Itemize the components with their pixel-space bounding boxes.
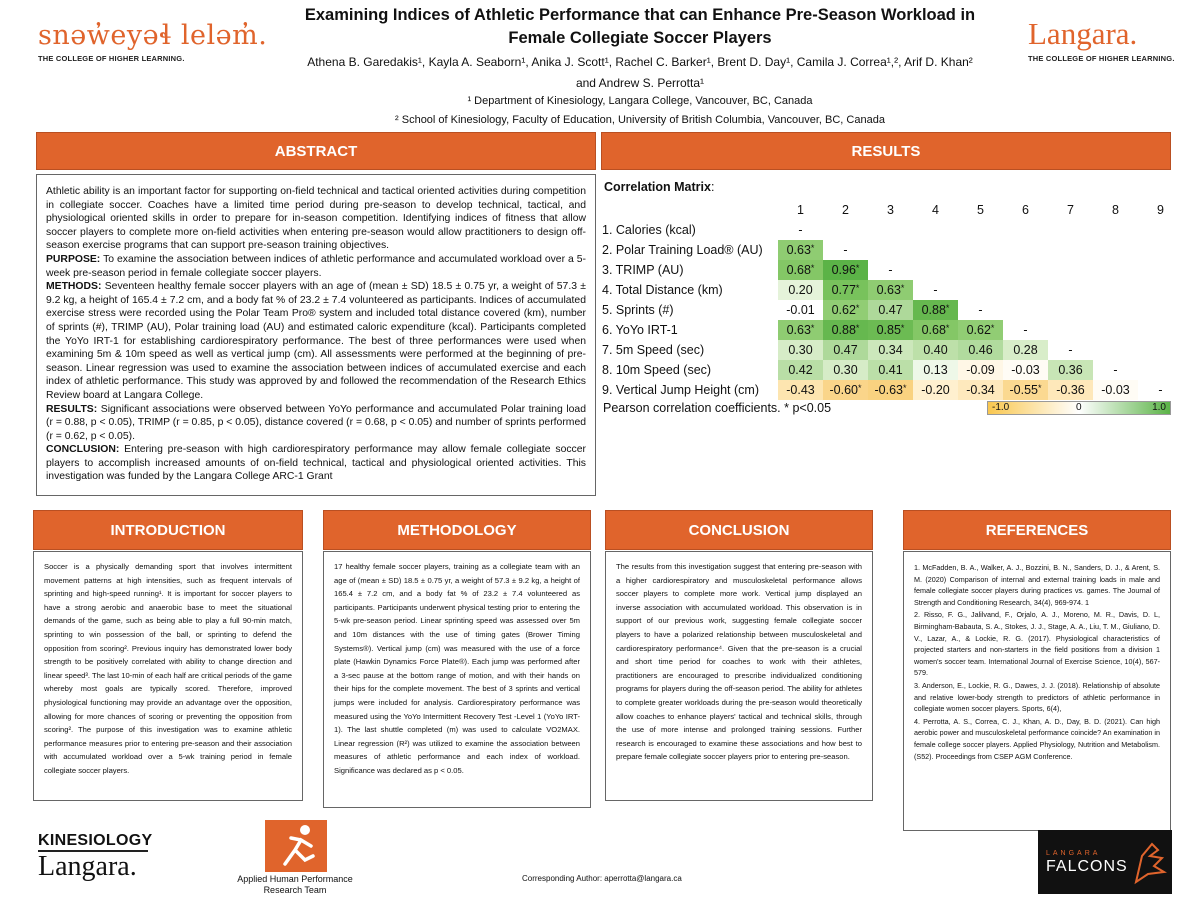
ahpr-line-1: Applied Human Performance — [237, 874, 353, 884]
significance-marker: * — [902, 383, 907, 393]
row-label: 2. Polar Training Load® (AU) — [602, 243, 763, 257]
cell-value: 0.85 — [876, 323, 901, 337]
matrix-empty-cell — [1003, 280, 1048, 300]
matrix-cell — [868, 280, 913, 300]
title-line-1: Examining Indices of Athletic Performance that can Enhance Pre-Season Workload in — [304, 6, 976, 24]
matrix-empty-cell — [1138, 360, 1183, 380]
cell-value: 0.34 — [878, 343, 903, 357]
matrix-cell — [1003, 360, 1048, 380]
matrix-cell — [823, 340, 868, 360]
significance-marker: * — [855, 303, 860, 313]
matrix-cell — [823, 380, 868, 400]
falcons-text: FALCONS — [1046, 858, 1128, 875]
matrix-cell — [868, 260, 913, 280]
left-college-tagline: THE COLLEGE OF HIGHER LEARNING. — [38, 54, 185, 63]
matrix-cell — [1048, 380, 1093, 400]
matrix-empty-cell — [1093, 300, 1138, 320]
results-text: Significant associations were observed between YoYo performance and accumulated Polar training load (r = 0.88, p < 0.05), TRIMP (r = 0.85, p < 0.05), distance covered (r = 0.68, p < 0.05) and number of sprints performed (r = 0.62, p < 0.05). — [46, 403, 586, 442]
matrix-empty-cell — [868, 220, 913, 240]
significance-marker: * — [900, 323, 905, 333]
matrix-empty-cell — [1093, 320, 1138, 340]
matrix-empty-cell — [1138, 320, 1183, 340]
matrix-cell — [778, 260, 823, 280]
matrix-empty-cell — [1048, 300, 1093, 320]
cell-value: 0.88 — [921, 303, 946, 317]
cell-value: -0.20 — [921, 383, 950, 397]
color-legend-bar — [987, 401, 1171, 415]
matrix-empty-cell — [1048, 260, 1093, 280]
abstract-body — [36, 174, 596, 496]
matrix-cell — [1003, 340, 1048, 360]
matrix-empty-cell — [1093, 240, 1138, 260]
cell-value: - — [1158, 383, 1163, 397]
introduction-body: Soccer is a physically demanding sport that involves intermittent movement patterns at high intensities, such as frequent intervals of sprinting and high-speed running¹. It is important for soccer players to have a strong aerobic and anaerobic base to meet the situational demands of the game, such as being able to play a full 90-min match, sprinting to win possession of the ball, or sprinting to defend the opposition from scoring². Previous inquiry has demonstrated lower body strength to be positively correlated with ability to change direction and linear speed³. The last 10-min of each half are critical periods of the game whereby most goals are typically scored. Therefore, improved physiological functioning may provide an advantage over the opposition, allowing for more chances of scoring or preventing the opposition from scoring². The purpose of this investigation was to examine athletic performance measures prior to entering pre-season and their association with accumulated workload over a 5-wk training period in female collegiate soccer players. — [33, 551, 303, 801]
matrix-footer: Pearson correlation coefficients. * p<0.05 — [603, 401, 832, 415]
matrix-empty-cell — [958, 220, 1003, 240]
cell-value: - — [843, 243, 848, 257]
row-label: 7. 5m Speed (sec) — [602, 343, 705, 357]
abstract-results — [46, 403, 586, 444]
matrix-cell — [823, 320, 868, 340]
cell-value: - — [888, 263, 893, 277]
matrix-empty-cell — [1048, 320, 1093, 340]
matrix-cell — [778, 340, 823, 360]
abstract-header: ABSTRACT — [36, 132, 596, 170]
column-header: 6 — [1022, 203, 1029, 217]
matrix-row — [600, 320, 1183, 340]
matrix-cell — [868, 360, 913, 380]
legend-min: -1.0 — [992, 402, 1010, 413]
significance-marker: * — [855, 283, 860, 293]
matrix-cell — [868, 320, 913, 340]
cell-value: 0.96 — [831, 263, 856, 277]
matrix-cell — [823, 240, 868, 260]
row-label: 6. YoYo IRT-1 — [602, 323, 678, 337]
cell-value: 0.30 — [833, 363, 858, 377]
cell-value: -0.03 — [1101, 383, 1130, 397]
matrix-empty-cell — [1003, 300, 1048, 320]
matrix-row — [600, 280, 1183, 300]
significance-marker: * — [990, 323, 995, 333]
cell-value: 0.36 — [1058, 363, 1083, 377]
significance-marker: * — [855, 263, 860, 273]
cell-value: 0.20 — [788, 283, 813, 297]
column-header: 4 — [932, 203, 939, 217]
affiliation-1: ¹ Department of Kinesiology, Langara College, Vancouver, BC, Canada — [467, 95, 813, 107]
langara-logo-text: Langara. — [1028, 16, 1138, 51]
column-header: 2 — [842, 203, 849, 217]
row-label: 1. Calories (kcal) — [602, 223, 696, 237]
authors — [285, 52, 995, 94]
column-header: 9 — [1157, 203, 1164, 217]
purpose-label: PURPOSE: — [46, 253, 101, 265]
legend-mid: 0 — [1076, 402, 1082, 413]
cell-value: 0.63 — [786, 323, 811, 337]
matrix-header-row — [600, 200, 1183, 220]
cell-value: 0.41 — [878, 363, 903, 377]
matrix-cell — [1138, 380, 1183, 400]
matrix-cell — [913, 380, 958, 400]
kinesiology-label: KINESIOLOGY — [38, 832, 153, 849]
row-label: 9. Vertical Jump Height (cm) — [602, 383, 759, 397]
matrix-row — [600, 260, 1183, 280]
matrix-empty-cell — [1093, 220, 1138, 240]
matrix-cell — [778, 300, 823, 320]
matrix-row — [600, 340, 1183, 360]
cell-value: -0.60 — [829, 383, 858, 397]
matrix-empty-cell — [868, 240, 913, 260]
significance-marker: * — [857, 383, 862, 393]
column-header: 7 — [1067, 203, 1074, 217]
conclusion-text: Entering pre-season with high cardiorespiratory performance may allow female collegiate soccer players to accomplish increased amounts of on-field technical, tactical and physiological oriented activities. This investigation was funded by the Langara College ARC-1 Grant — [46, 444, 586, 483]
matrix-row — [600, 220, 1183, 240]
matrix-cell — [778, 280, 823, 300]
title-line-2: Female Collegiate Soccer Players — [508, 29, 772, 47]
row-label: 5. Sprints (#) — [602, 303, 674, 317]
cell-value: 0.13 — [923, 363, 948, 377]
cell-value: - — [1023, 323, 1028, 337]
matrix-title-colon: : — [710, 180, 715, 194]
significance-marker: * — [810, 263, 815, 273]
introduction-header: INTRODUCTION — [33, 510, 303, 550]
matrix-empty-cell — [1003, 260, 1048, 280]
right-college-tagline: THE COLLEGE OF HIGHER LEARNING. — [1028, 54, 1175, 63]
authors-line-2: and Andrew S. Perrotta¹ — [575, 76, 705, 90]
matrix-empty-cell — [1138, 240, 1183, 260]
ahpr-caption — [230, 874, 360, 896]
matrix-cell — [958, 340, 1003, 360]
matrix-row — [600, 300, 1183, 320]
purpose-text: To examine the association between indices of athletic performance and accumulated workload over a 5-week pre-season period in female collegiate soccer players. — [46, 253, 586, 279]
matrix-row — [600, 360, 1183, 380]
correlation-matrix — [600, 200, 1183, 400]
matrix-empty-cell — [1093, 340, 1138, 360]
cell-value: -0.09 — [966, 363, 995, 377]
cell-value: 0.47 — [833, 343, 858, 357]
significance-marker: * — [945, 323, 950, 333]
matrix-empty-cell — [1048, 220, 1093, 240]
references-header: REFERENCES — [903, 510, 1171, 550]
cell-value: 0.77 — [831, 283, 856, 297]
left-college-logo-text: snəw̓eyəɬ leləm̓. — [38, 20, 268, 51]
matrix-empty-cell — [823, 220, 868, 240]
matrix-cell — [1093, 360, 1138, 380]
methods-label: METHODS: — [46, 281, 102, 293]
falcons-logo — [1038, 830, 1172, 894]
falcons-top-text: LANGARA — [1046, 850, 1101, 857]
matrix-empty-cell — [1138, 340, 1183, 360]
matrix-empty-cell — [1138, 220, 1183, 240]
column-header: 8 — [1112, 203, 1119, 217]
matrix-empty-cell — [1138, 300, 1183, 320]
matrix-cell — [868, 340, 913, 360]
cell-value: - — [798, 223, 803, 237]
matrix-cell — [823, 360, 868, 380]
matrix-empty-cell — [1003, 240, 1048, 260]
cell-value: 0.30 — [788, 343, 813, 357]
matrix-empty-cell — [1138, 260, 1183, 280]
significance-marker: * — [1037, 383, 1042, 393]
cell-value: 0.62 — [966, 323, 991, 337]
matrix-cell — [913, 320, 958, 340]
significance-marker: * — [900, 283, 905, 293]
matrix-empty-cell — [1138, 280, 1183, 300]
reference-item: 3. Anderson, E., Lockie, R. G., Dawes, J. J. (2018). Relationship of absolute and relative lower-body strength to predictors of athletic performance in collegiate women soccer players. Sports, 6(4), — [914, 680, 1160, 714]
conclusion-body: The results from this investigation suggest that entering pre-season with a higher cardiorespiratory and musculoskeletal performance allows soccer players to complete more work. Vertical jump displayed an inverse association with accumulated workload. This observation is in support of our previous work, suggesting female collegiate soccer players to have a polarized relationship between musculoskeletal and cardiorespiratory performance⁴. Given that the pre-season is a crucial and short time period for coaches to work with their athletes, practitioners are encouraged to prescribe individualized conditioning programs for players during the off-season period. The ability for athletes to complete greater workloads during the pre-season would theoretically allow coaches to enhance players' tactical and technical skills, through the use of more intense and prolonged training sessions. Further research is encouraged to examine these associations and how best to prepare female collegiate soccer players prior to entering pre-season. — [605, 551, 873, 801]
abstract-methods — [46, 280, 586, 402]
matrix-row — [600, 240, 1183, 260]
matrix-title-text: Correlation Matrix — [604, 180, 711, 194]
matrix-cell — [1003, 380, 1048, 400]
cell-value: -0.34 — [966, 383, 995, 397]
ahpr-line-2: Research Team — [263, 885, 327, 895]
significance-marker: * — [855, 323, 860, 333]
matrix-empty-cell — [913, 220, 958, 240]
matrix-empty-cell — [1048, 240, 1093, 260]
matrix-cell — [913, 300, 958, 320]
matrix-cell — [958, 360, 1003, 380]
cell-value: -0.63 — [874, 383, 903, 397]
matrix-cell — [868, 300, 913, 320]
cell-value: 0.88 — [831, 323, 856, 337]
results-label: RESULTS: — [46, 403, 98, 415]
matrix-cell — [913, 280, 958, 300]
cell-value: -0.43 — [786, 383, 815, 397]
significance-marker: * — [810, 243, 815, 253]
legend-max: 1.0 — [1152, 402, 1166, 413]
affiliation-2: ² School of Kinesiology, Faculty of Education, University of British Columbia, Vancouver, BC, Canada — [395, 114, 885, 126]
reference-item: 2. Risso, F. G., Jalilvand, F., Orjalo, A. J., Moreno, M. R., Davis, D. L, Birmingham-Babauta, S. A., Stokes, J. J., Stage, A. A., Liu, T. M., Giuliano, D. V., Lazar, A., & Lockie, R. G. (2017). Physiological characteristics of projected starters and non-starters in the field positions from a division 1 women's soccer team. International Journal of Exercise Science, 10(4), 567-579. — [914, 610, 1160, 678]
matrix-empty-cell — [958, 240, 1003, 260]
cell-value: 0.46 — [968, 343, 993, 357]
cell-value: 0.28 — [1013, 343, 1038, 357]
matrix-cell — [823, 280, 868, 300]
column-header: 5 — [977, 203, 984, 217]
authors-line-1: Athena B. Garedakis¹, Kayla A. Seaborn¹, Anika J. Scott¹, Rachel C. Barker¹, Brent D. Day¹, Camila J. Correa¹,², Arif D. Khan² — [307, 55, 973, 69]
conclusion-header: CONCLUSION — [605, 510, 873, 550]
cell-value: - — [933, 283, 938, 297]
matrix-title — [604, 180, 714, 194]
results-header: RESULTS — [601, 132, 1171, 170]
cell-value: -0.36 — [1056, 383, 1085, 397]
reference-item: 1. McFadden, B. A., Walker, A. J., Bozzini, B. N., Sanders, D. J., & Arent, S. M. (2020) Comparison of internal and external training loads in male and female collegiate soccer players during practices vs. games. The Journal of Strength and Conditioning Research, 34(4), 969-974. 1 — [914, 563, 1160, 607]
cell-value: 0.63 — [786, 243, 811, 257]
cell-value: - — [1068, 343, 1073, 357]
row-label: 3. TRIMP (AU) — [602, 263, 684, 277]
matrix-empty-cell — [958, 280, 1003, 300]
abstract-conclusion — [46, 443, 586, 484]
matrix-empty-cell — [1093, 260, 1138, 280]
langara-footer-logo: Langara. — [38, 851, 137, 882]
matrix-empty-cell — [1093, 280, 1138, 300]
matrix-cell — [868, 380, 913, 400]
matrix-cell — [913, 340, 958, 360]
methodology-header: METHODOLOGY — [323, 510, 591, 550]
references-body — [903, 551, 1171, 831]
matrix-cell — [1093, 380, 1138, 400]
matrix-empty-cell — [913, 260, 958, 280]
cell-value: 0.42 — [788, 363, 813, 377]
row-label: 4. Total Distance (km) — [602, 283, 723, 297]
matrix-cell — [778, 380, 823, 400]
column-header: 3 — [887, 203, 894, 217]
cell-value: - — [1113, 363, 1118, 377]
correlation-table — [600, 200, 1183, 400]
cell-value: 0.47 — [878, 303, 903, 317]
runner-icon — [265, 820, 327, 872]
matrix-empty-cell — [1003, 220, 1048, 240]
matrix-cell — [1048, 340, 1093, 360]
matrix-row — [600, 380, 1183, 400]
matrix-empty-cell — [913, 240, 958, 260]
matrix-empty-cell — [1048, 280, 1093, 300]
row-label: 8. 10m Speed (sec) — [602, 363, 712, 377]
cell-value: -0.01 — [786, 303, 815, 317]
matrix-cell — [778, 240, 823, 260]
corresponding-author: Corresponding Author: aperrotta@langara.ca — [522, 874, 682, 883]
falcon-icon — [1128, 836, 1168, 888]
matrix-cell — [823, 300, 868, 320]
cell-value: -0.55 — [1009, 383, 1038, 397]
matrix-empty-cell — [958, 260, 1003, 280]
cell-value: 0.40 — [923, 343, 948, 357]
matrix-cell — [778, 220, 823, 240]
column-header: 1 — [797, 203, 804, 217]
abstract-intro: Athletic ability is an important factor for supporting on-field technical and tactical oriented activities during competition in collegiate soccer. Coaches have a limited time period during pre-season to develop technical, tactical, and physiological oriented skills in order to prepare for in-season competition. Identifying indices of fitness that allow soccer players to complete more on-field activities when entering pre-season would allow practitioners to design off-season exercise programs that can support pre-season training objectives. — [46, 186, 586, 252]
poster-title — [260, 4, 1020, 50]
reference-item: 4. Perrotta, A. S., Correa, C. J., Khan, A. D., Day, B. D. (2021). Can high aerobic power and musculoskeletal performance coincide? An examination in female college soccer players. Applied Physiology, Nutrition and Metabolism. (S52). Proceedings from CSEP AGM Conference. — [914, 716, 1160, 761]
abstract-purpose — [46, 253, 586, 280]
methods-text: Seventeen healthy female soccer players with an age of (mean ± SD) 18.5 ± 0.75 yr, a weight of 57.3 ± 9.2 kg, a height of 165.4 ± 7.2 cm, and a body fat % of 23.2 ± 7.4 volunteered as participants. Indices of accumulated exercise stress were recorded using the Polar Team Pro® system and included total distance covered (km), number of sprints (#), TRIMP (AU), Polar training load (AU) and estimated caloric expenditure (kcal). Participants completed the YoYo IRT-1 for establishing cardiorespiratory performance. The best of three performances were used when examining 5m & 10m speed as well as vertical jump (cm). All assessments were performed at the beginning of pre-season. Linear regression was used to examine the association between indices of accumulated exercise and each index of athletic performance. This study was approved by and followed the recommendation of the Research Ethics Review board at Langara College. — [46, 281, 586, 401]
cell-value: 0.63 — [876, 283, 901, 297]
cell-value: 0.68 — [921, 323, 946, 337]
matrix-cell — [913, 360, 958, 380]
matrix-cell — [958, 320, 1003, 340]
cell-value: -0.03 — [1011, 363, 1040, 377]
cell-value: 0.68 — [786, 263, 811, 277]
matrix-cell — [1048, 360, 1093, 380]
cell-value: - — [978, 303, 983, 317]
matrix-cell — [778, 360, 823, 380]
conclusion-label: CONCLUSION: — [46, 444, 120, 456]
methodology-body: 17 healthy female soccer players, training as a collegiate team with an age of (mean ± SD) 18.5 ± 0.75 yr, a weight of 57.3 ± 9.2 kg, a height of 165.4 ± 7.2 cm, and a body fat % of 23.2 ± 7.4 volunteered as participants. Participants underwent physical testing prior to entering the 5-wk pre-season period. Linear sprinting speed was assessed over 5m and 10m distances with the use of timing gates (Brower Timing Systems®). Vertical jump (cm) was measured with the use of a force plate (Hawkin Dynamics Force Plate®). Each jump was performed after a 3-sec pause at the bottom range of motion, and with their hands on their hips for the complete movement. The best of 3 sprints and vertical jumps were included for analysis. Cardiorespiratory performance was measured using the YoYo Intermittent Recovery Test -Level 1 (YoYo IRT-1). The last shuttle completed (m) was used to calculate VO2MAX. Linear regression (R²) was utilized to examine the association between measures of athletic performance and each index of workload. Significance was declared as p < 0.05. — [323, 551, 591, 808]
significance-marker: * — [810, 323, 815, 333]
matrix-cell — [823, 260, 868, 280]
matrix-cell — [1003, 320, 1048, 340]
matrix-cell — [778, 320, 823, 340]
significance-marker: * — [945, 303, 950, 313]
matrix-cell — [958, 300, 1003, 320]
cell-value: 0.62 — [831, 303, 856, 317]
matrix-cell — [958, 380, 1003, 400]
